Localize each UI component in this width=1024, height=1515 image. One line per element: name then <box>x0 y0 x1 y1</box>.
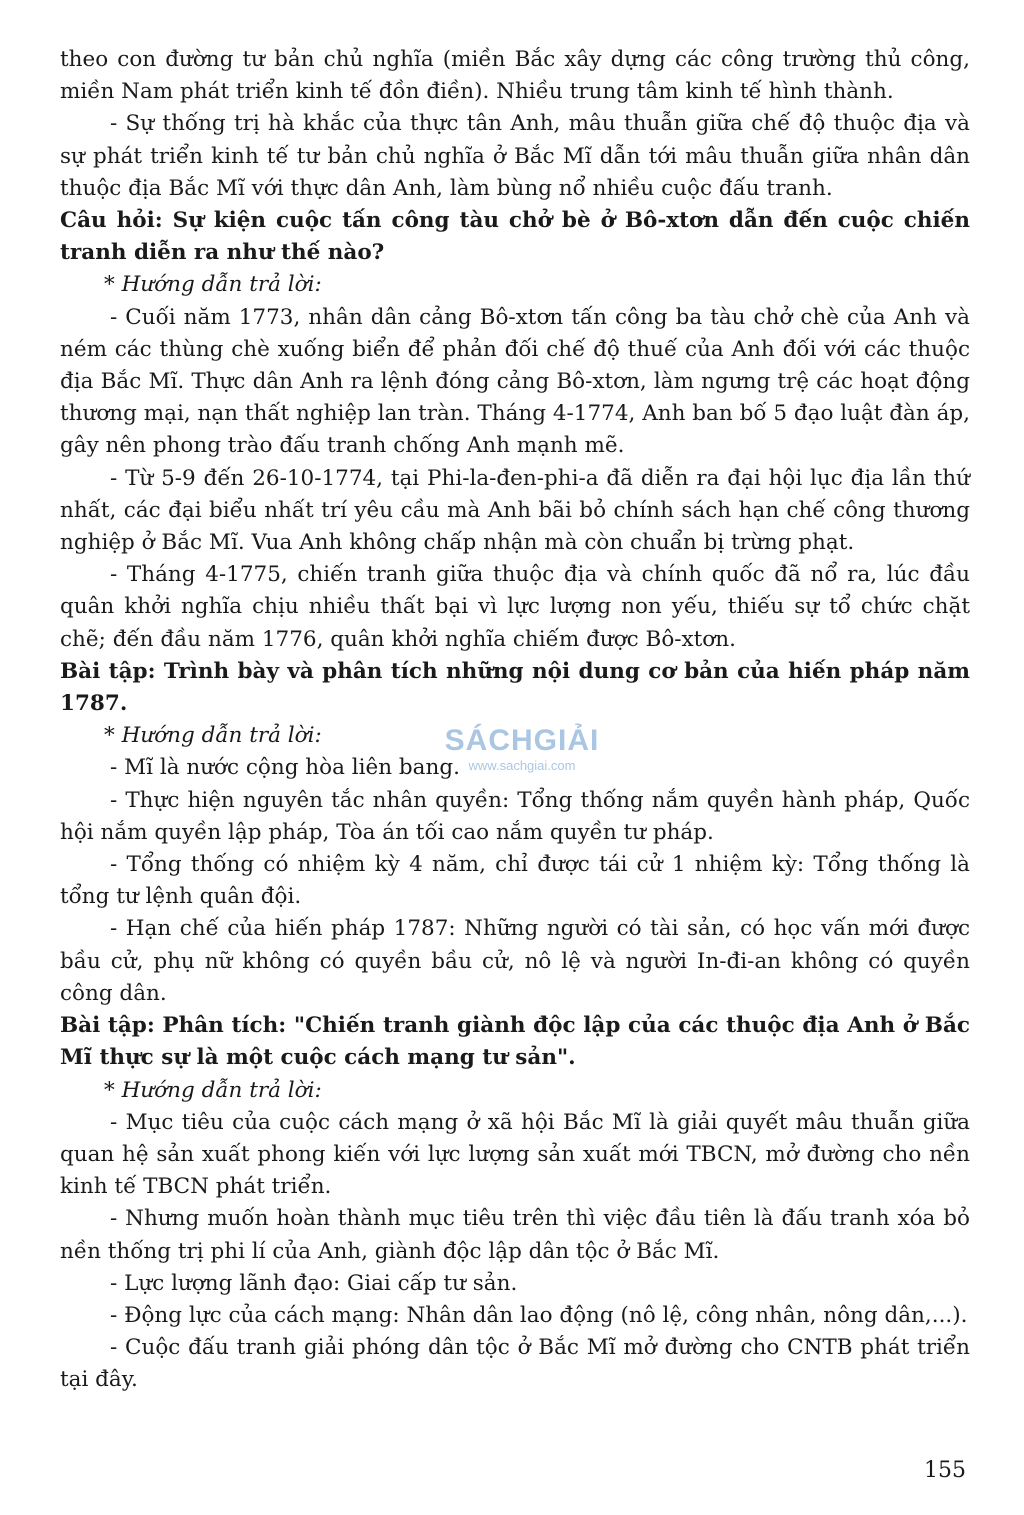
paragraph: - Cuộc đấu tranh giải phóng dân tộc ở Bắc Mĩ mở đường cho CNTB phát triển tại đây. <box>60 1335 970 1393</box>
paragraph: - Hạn chế của hiến pháp 1787: Những người có tài sản, có học vấn mới được bầu cử, phụ nữ không có quyền bầu cử, nô lệ và người In-đi-an không có quyền công dân. <box>60 916 970 1006</box>
guide-marker: * <box>104 723 115 749</box>
paragraph: - Sự thống trị hà khắc của thực tân Anh, mâu thuẫn giữa chế độ thuộc địa và sự phát triển kinh tế tư bản chủ nghĩa ở Bắc Mĩ dẫn tới mâu thuẫn giữa nhân dân thuộc địa Bắc Mĩ với thực dân Anh, làm bùng nổ nhiều cuộc đấu tranh. <box>60 111 970 201</box>
paragraph: - Mĩ là nước cộng hòa liên bang. <box>110 755 460 781</box>
answer-guide-label <box>60 269 970 301</box>
page-body <box>60 44 970 1397</box>
paragraph: - Cuối năm 1773, nhân dân cảng Bô-xtơn tấn công ba tàu chở chè của Anh và ném các thùng chè xuống biển để phản đối chế độ thuế của Anh đối với các thuộc địa Bắc Mĩ. Thực dân Anh ra lệnh đóng cảng Bô-xtơn, làm ngưng trệ các hoạt động thương mại, nạn thất nghiệp lan tràn. Tháng 4-1774, Anh ban bố 5 đạo luật đàn áp, gây nên phong trào đấu tranh chống Anh mạnh mẽ. <box>60 304 970 459</box>
guide-text: Hướng dẫn trả lời: <box>121 272 322 298</box>
guide-text: Hướng dẫn trả lời: <box>121 723 322 749</box>
guide-marker: * <box>104 272 115 298</box>
exercise-heading: Bài tập: Phân tích: "Chiến tranh giành độc lập của các thuộc địa Anh ở Bắc Mĩ thực sự là một cuộc cách mạng tư sản". <box>60 1013 970 1071</box>
watermark-logo: SÁCHGIẢI <box>444 724 600 757</box>
guide-text: Hướng dẫn trả lời: <box>121 1077 322 1103</box>
paragraph: - Lực lượng lãnh đạo: Giai cấp tư sản. <box>110 1270 518 1296</box>
watermark-url: www.sachgiai.com <box>468 758 576 773</box>
paragraph: - Mục tiêu của cuộc cách mạng ở xã hội Bắc Mĩ là giải quyết mâu thuẫn giữa quan hệ sản xuất phong kiến với lực lượng sản xuất mới TBCN, mở đường cho nền kinh tế TBCN phát triển. <box>60 1109 970 1200</box>
paragraph: - Tổng thống có nhiệm kỳ 4 năm, chỉ được tái cử 1 nhiệm kỳ: Tổng thống là tổng tư lệnh quân đội. <box>60 852 970 910</box>
page-number: 155 <box>924 1458 966 1483</box>
paragraph: - Thực hiện nguyên tắc nhân quyền: Tổng thống nắm quyền hành pháp, Quốc hội nắm quyền lập pháp, Tòa án tối cao nắm quyền tư pháp. <box>60 787 970 845</box>
paragraph: theo con đường tư bản chủ nghĩa (miền Bắc xây dựng các công trường thủ công, miền Nam phát triển kinh tế đồn điền). Nhiều trung tâm kinh tế hình thành. <box>60 47 970 105</box>
question-heading: Câu hỏi: Sự kiện cuộc tấn công tàu chở bè ở Bô-xtơn dẫn đến cuộc chiến tranh diễn ra như thế nào? <box>60 208 970 266</box>
exercise-heading: Bài tập: Trình bày và phân tích những nội dung cơ bản của hiến pháp năm 1787. <box>60 658 970 717</box>
answer-guide-label <box>60 1075 970 1107</box>
paragraph: - Từ 5-9 đến 26-10-1774, tại Phi-la-đen-phi-a đã diễn ra đại hội lục địa lần thứ nhất, các đại biểu nhất trí yêu cầu mà Anh bãi bỏ chính sách hạn chế công thương nghiệp ở Bắc Mĩ. Vua Anh không chấp nhận mà còn chuẩn bị trừng phạt. <box>60 465 970 556</box>
paragraph: - Tháng 4-1775, chiến tranh giữa thuộc địa và chính quốc đã nổ ra, lúc đầu quân khởi nghĩa chịu nhiều thất bại vì lực lượng non yếu, thiếu sự tổ chức chặt chẽ; đến đầu năm 1776, quân khởi nghĩa chiếm được Bô-xtơn. <box>60 562 970 652</box>
paragraph: - Nhưng muốn hoàn thành mục tiêu trên thì việc đầu tiên là đấu tranh xóa bỏ nền thống trị phi lí của Anh, giành độc lập dân tộc ở Bắc Mĩ. <box>60 1206 970 1264</box>
guide-marker: * <box>104 1077 115 1103</box>
paragraph: - Động lực của cách mạng: Nhân dân lao động (nô lệ, công nhân, nông dân,...). <box>110 1302 968 1328</box>
answer-guide-label <box>60 720 970 752</box>
